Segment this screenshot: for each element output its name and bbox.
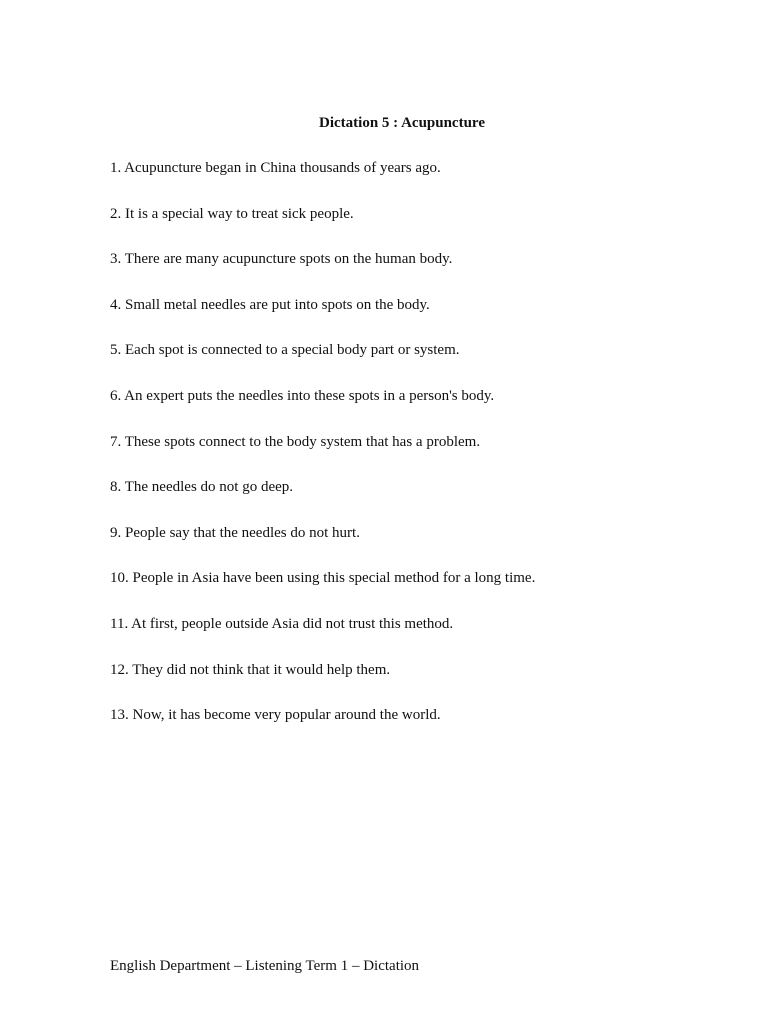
sentence-item: 7. These spots connect to the body system that has a problem. (110, 433, 481, 450)
sentence-item: 1. Acupuncture began in China thousands of years ago. (110, 160, 441, 176)
sentence-item: 9. People say that the needles do not hurt. (110, 524, 360, 541)
sentence-item: 3. There are many acupuncture spots on the human body. (110, 251, 453, 268)
sentence-item: 6. An expert puts the needles into these spots in a person's body. (110, 387, 495, 404)
sentence-item: 13. Now, it has become very popular around the world. (110, 707, 441, 724)
sentence-item: 4. Small metal needles are put into spots on the body. (110, 296, 430, 313)
sentence-item: 11. At first, people outside Asia did not trust this method. (110, 615, 454, 632)
sentence-item: 12. They did not think that it would help them. (110, 661, 391, 678)
page-title: Dictation 5 : Acupuncture (319, 115, 485, 131)
sentence-item: 10. People in Asia have been using this special method for a long time. (110, 570, 536, 587)
sentence-item: 5. Each spot is connected to a special body part or system. (110, 342, 460, 359)
page-footer: English Department – Listening Term 1 – Dictation (110, 958, 420, 974)
sentence-item: 8. The needles do not go deep. (110, 479, 294, 496)
sentence-list (110, 159, 710, 752)
sentence-item: 2. It is a special way to treat sick people. (110, 205, 354, 222)
